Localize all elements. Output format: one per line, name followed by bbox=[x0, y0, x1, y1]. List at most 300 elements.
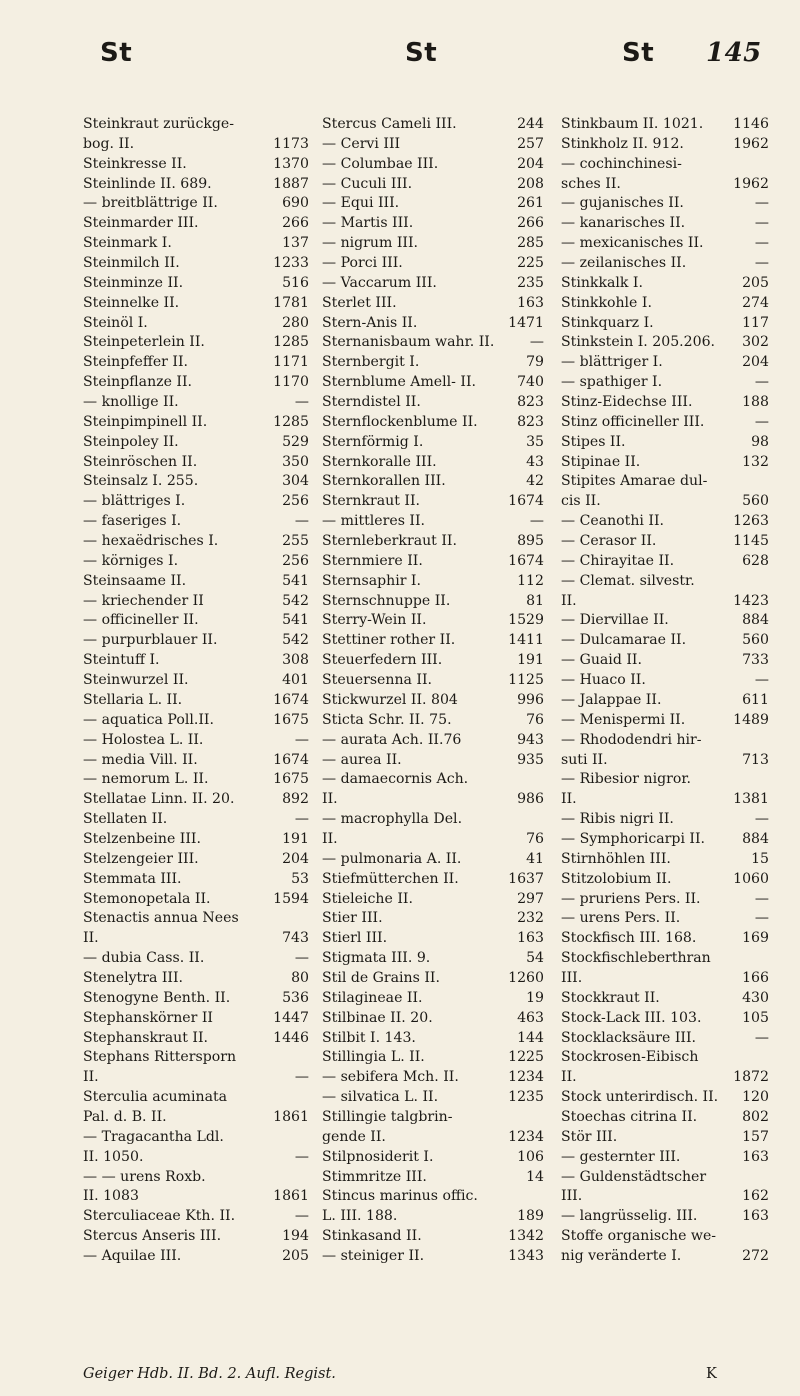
index-entry-term: — Guldenstädtscher bbox=[561, 1168, 707, 1185]
index-entry-term: — spathiger I. bbox=[561, 374, 663, 391]
index-entry bbox=[83, 631, 309, 651]
index-entry-page: 235 bbox=[517, 274, 544, 291]
index-entry bbox=[561, 274, 769, 294]
index-entry-page: 1263 bbox=[733, 513, 769, 530]
index-entry bbox=[561, 691, 769, 711]
index-entry-page: 280 bbox=[282, 314, 309, 331]
index-entry-term: Stoffe organische we- bbox=[561, 1228, 717, 1245]
index-entry-page bbox=[305, 1048, 309, 1068]
index-entry bbox=[322, 274, 544, 294]
index-entry-term: Sterry-Wein II. bbox=[322, 612, 427, 629]
index-entry-term: cis II. bbox=[561, 493, 601, 510]
index-entry-page: 76 bbox=[526, 830, 544, 847]
index-entry bbox=[83, 989, 309, 1009]
index-entry-page: 169 bbox=[742, 930, 769, 947]
index-entry bbox=[561, 929, 769, 949]
index-entry bbox=[83, 592, 309, 612]
index-entry-page: 1674 bbox=[273, 751, 309, 768]
index-entry bbox=[561, 1029, 769, 1049]
index-entry bbox=[322, 1247, 544, 1267]
index-entry bbox=[322, 810, 544, 830]
index-entry-page: 256 bbox=[282, 493, 309, 510]
index-entry bbox=[83, 1247, 309, 1267]
index-entry-term: Stipes II. bbox=[561, 433, 626, 450]
index-entry-page: 986 bbox=[517, 791, 544, 808]
index-entry bbox=[83, 890, 309, 910]
index-entry bbox=[561, 314, 769, 334]
index-entry-term: Steinpeterlein II. bbox=[83, 334, 205, 351]
index-entry bbox=[83, 969, 309, 989]
index-entry-page: 350 bbox=[282, 453, 309, 470]
index-entry bbox=[83, 1048, 309, 1068]
index-entry bbox=[83, 1168, 309, 1188]
index-entry-term: II. bbox=[322, 830, 338, 847]
index-entry-term: — Chirayitae II. bbox=[561, 552, 675, 569]
index-entry-term: — Cervi III bbox=[322, 135, 401, 152]
index-entry bbox=[83, 1108, 309, 1128]
index-entry-term: — Menispermi II. bbox=[561, 711, 686, 728]
index-entry-page: — bbox=[754, 890, 769, 907]
index-entry-page: 41 bbox=[526, 850, 544, 867]
index-entry bbox=[322, 770, 544, 790]
index-entry-term: Stoechas citrina II. bbox=[561, 1108, 698, 1125]
index-entry-term: — damaecornis Ach. bbox=[322, 771, 469, 788]
index-entry bbox=[561, 393, 769, 413]
index-entry-page: 304 bbox=[282, 473, 309, 490]
index-entry bbox=[322, 294, 544, 314]
index-entry bbox=[561, 552, 769, 572]
index-entry bbox=[322, 1168, 544, 1188]
index-entry-page: 266 bbox=[282, 215, 309, 232]
index-entry bbox=[322, 314, 544, 334]
index-entry-term: Stinz-Eidechse III. bbox=[561, 394, 693, 411]
index-entry bbox=[83, 512, 309, 532]
index-entry-page: 106 bbox=[517, 1148, 544, 1165]
index-entry-page: 1370 bbox=[273, 155, 309, 172]
index-entry-page: 53 bbox=[291, 870, 309, 887]
index-entry bbox=[561, 790, 769, 810]
index-entry bbox=[561, 850, 769, 870]
index-entry-term: Stickwurzel II. 804 bbox=[322, 691, 458, 708]
index-entry-page: 42 bbox=[526, 473, 544, 490]
index-entry bbox=[322, 989, 544, 1009]
index-entry bbox=[83, 115, 309, 135]
index-entry bbox=[83, 433, 309, 453]
index-entry-term: Sternkraut II. bbox=[322, 493, 420, 510]
index-entry-page bbox=[765, 949, 769, 969]
index-entry-term: — Jalappae II. bbox=[561, 691, 662, 708]
index-entry-page: 98 bbox=[751, 433, 769, 450]
index-entry-term: Stocklacksäure III. bbox=[561, 1029, 697, 1046]
index-entry-page bbox=[540, 1108, 544, 1128]
index-entry bbox=[83, 373, 309, 393]
index-entry-term: Sternmiere II. bbox=[322, 552, 423, 569]
index-entry-term: Sternleberkraut II. bbox=[322, 533, 457, 550]
index-entry-page: 1342 bbox=[508, 1228, 544, 1245]
index-entry-term: — knollige II. bbox=[83, 394, 179, 411]
index-entry bbox=[83, 254, 309, 274]
footer-signature: Geiger Hdb. II. Bd. 2. Aufl. Regist. bbox=[83, 1366, 336, 1382]
index-entry-page: 743 bbox=[282, 930, 309, 947]
index-entry bbox=[83, 731, 309, 751]
index-entry-page: 1446 bbox=[273, 1029, 309, 1046]
index-entry-page: 529 bbox=[282, 433, 309, 450]
index-entry bbox=[322, 1088, 544, 1108]
index-entry bbox=[322, 1187, 544, 1207]
index-entry-page: 401 bbox=[282, 672, 309, 689]
index-entry-page bbox=[305, 1088, 309, 1108]
index-entry-term: Sternbergit I. bbox=[322, 354, 420, 371]
index-entry bbox=[561, 1168, 769, 1188]
index-entry-page: 188 bbox=[742, 394, 769, 411]
index-entry-page: 1145 bbox=[733, 533, 769, 550]
index-entry-page bbox=[540, 1187, 544, 1207]
index-entry bbox=[322, 572, 544, 592]
index-entry-page: 1887 bbox=[273, 175, 309, 192]
index-entry-term: — Huaco II. bbox=[561, 672, 646, 689]
index-entry bbox=[322, 611, 544, 631]
index-entry-page: 302 bbox=[742, 334, 769, 351]
index-entry bbox=[561, 592, 769, 612]
index-entry-term: Sterndistel II. bbox=[322, 394, 421, 411]
index-entry-term: II. bbox=[561, 1069, 577, 1086]
index-entry-page bbox=[305, 909, 309, 929]
index-entry bbox=[83, 691, 309, 711]
index-entry-page bbox=[305, 115, 309, 135]
index-entry-page: — bbox=[754, 811, 769, 828]
index-entry bbox=[83, 353, 309, 373]
index-entry-term: — Martis III. bbox=[322, 215, 414, 232]
index-entry bbox=[561, 294, 769, 314]
index-entry-page: 256 bbox=[282, 552, 309, 569]
index-entry-page: 255 bbox=[282, 533, 309, 550]
index-entry-term: — Columbae III. bbox=[322, 155, 439, 172]
running-head-left: St bbox=[100, 38, 133, 68]
index-entry-term: Stinz officineller III. bbox=[561, 413, 705, 430]
index-entry-term: Stilbit I. 143. bbox=[322, 1029, 416, 1046]
index-entry-page: 117 bbox=[742, 314, 769, 331]
index-entry-term: Stör III. bbox=[561, 1128, 618, 1145]
index-entry-term: Stitzolobium II. bbox=[561, 870, 672, 887]
index-entry bbox=[561, 631, 769, 651]
index-entry-page: 157 bbox=[742, 1128, 769, 1145]
index-entry-page: 1146 bbox=[733, 116, 769, 132]
index-entry bbox=[322, 254, 544, 274]
index-entry bbox=[83, 790, 309, 810]
index-entry-term: Steinwurzel II. bbox=[83, 672, 189, 689]
index-entry bbox=[83, 909, 309, 929]
index-entry bbox=[322, 969, 544, 989]
index-entry-term: — steiniger II. bbox=[322, 1247, 425, 1264]
index-entry-term: Steinlinde II. 689. bbox=[83, 175, 212, 192]
index-entry bbox=[322, 751, 544, 771]
index-entry-page: 463 bbox=[517, 1009, 544, 1026]
index-entry bbox=[322, 592, 544, 612]
index-entry-page: 1861 bbox=[273, 1188, 309, 1205]
page-header bbox=[0, 38, 800, 78]
index-entry-term: suti II. bbox=[561, 751, 608, 768]
index-entry-page: 542 bbox=[282, 632, 309, 649]
index-entry-term: Steinminze II. bbox=[83, 274, 184, 291]
index-entry bbox=[561, 373, 769, 393]
index-entry-term: — Cerasor II. bbox=[561, 533, 657, 550]
index-entry bbox=[322, 1227, 544, 1247]
index-entry-page: 1125 bbox=[508, 672, 544, 689]
index-entry-page: 541 bbox=[282, 612, 309, 629]
index-entry-page: 1060 bbox=[733, 870, 769, 887]
index-entry bbox=[322, 453, 544, 473]
index-entry-term: Stockkraut II. bbox=[561, 989, 660, 1006]
index-entry-page: 308 bbox=[282, 652, 309, 669]
page-footer bbox=[0, 1366, 800, 1390]
index-entry-page: 536 bbox=[282, 989, 309, 1006]
index-entry-term: Stellaten II. bbox=[83, 811, 168, 828]
index-entry-term: Steinmark I. bbox=[83, 235, 172, 252]
index-entry-term: Stephans Rittersporn bbox=[83, 1049, 237, 1066]
index-entry-page: 823 bbox=[517, 413, 544, 430]
index-entry-term: Stenactis annua Nees bbox=[83, 910, 239, 927]
index-entry-term: Sternförmig I. bbox=[322, 433, 424, 450]
index-entry bbox=[561, 155, 769, 175]
index-entry-page: 611 bbox=[742, 691, 769, 708]
index-entry-term: — Symphoricarpi II. bbox=[561, 830, 706, 847]
index-entry bbox=[561, 512, 769, 532]
index-entry bbox=[561, 433, 769, 453]
index-entry bbox=[83, 413, 309, 433]
index-entry-term: Stelzenbeine III. bbox=[83, 830, 201, 847]
index-entry-page: 81 bbox=[526, 592, 544, 609]
index-entry-term: Stock unterirdisch. II. bbox=[561, 1089, 719, 1106]
index-entry-term: Stercus Anseris III. bbox=[83, 1228, 222, 1245]
index-entry-term: — blättriges I. bbox=[83, 493, 186, 510]
index-entry bbox=[561, 711, 769, 731]
index-entry-term: II. bbox=[322, 791, 338, 808]
index-entry-term: — Ceanothi II. bbox=[561, 513, 665, 530]
index-entry-term: Stiefmütterchen II. bbox=[322, 870, 459, 887]
index-entry-page: 430 bbox=[742, 989, 769, 1006]
index-entry-term: — mexicanisches II. bbox=[561, 235, 704, 252]
index-entry-page: 297 bbox=[517, 890, 544, 907]
index-entry bbox=[561, 810, 769, 830]
index-entry-page: 1489 bbox=[733, 711, 769, 728]
index-entry bbox=[561, 254, 769, 274]
index-entry-term: Steinsaame II. bbox=[83, 572, 187, 589]
index-entry bbox=[322, 175, 544, 195]
index-entry-page: — bbox=[754, 413, 769, 430]
index-entry-page: 204 bbox=[517, 155, 544, 172]
index-entry-page: — bbox=[294, 394, 309, 411]
index-entry bbox=[322, 333, 544, 353]
index-entry-page: 15 bbox=[751, 850, 769, 867]
index-entry-page bbox=[765, 1168, 769, 1188]
index-entry-term: — Cuculi III. bbox=[322, 175, 413, 192]
index-entry bbox=[561, 472, 769, 492]
index-entry-term: Steinpfeffer II. bbox=[83, 354, 189, 371]
index-entry bbox=[561, 989, 769, 1009]
index-entry bbox=[83, 393, 309, 413]
index-entry-page: 162 bbox=[742, 1188, 769, 1205]
index-entry-term: II. bbox=[561, 791, 577, 808]
index-entry-term: Steuersenna II. bbox=[322, 672, 433, 689]
index-entry-page: — bbox=[529, 513, 544, 530]
index-entry-term: Stemonopetala II. bbox=[83, 890, 211, 907]
index-entry-page: 1674 bbox=[508, 552, 544, 569]
index-column-1 bbox=[83, 115, 309, 1267]
index-entry bbox=[83, 294, 309, 314]
index-entry bbox=[561, 949, 769, 969]
index-entry bbox=[561, 532, 769, 552]
index-entry bbox=[561, 1068, 769, 1088]
index-entry-page bbox=[540, 810, 544, 830]
index-entry-page: 1170 bbox=[273, 374, 309, 391]
index-entry-term: Stillingie talgbrin- bbox=[322, 1108, 453, 1125]
index-entry-page: 244 bbox=[517, 116, 544, 132]
index-entry-page: 208 bbox=[517, 175, 544, 192]
index-entry bbox=[83, 1148, 309, 1168]
index-entry-term: Stephanskraut II. bbox=[83, 1029, 208, 1046]
index-entry-term: — urens Pers. II. bbox=[561, 910, 681, 927]
index-entry-term: Pal. d. B. II. bbox=[83, 1108, 167, 1125]
index-entry bbox=[322, 830, 544, 850]
index-entry bbox=[83, 532, 309, 552]
index-entry-term: Sticta Schr. II. 75. bbox=[322, 711, 452, 728]
index-entry-term: Stincus marinus offic. bbox=[322, 1188, 478, 1205]
index-entry-page: 163 bbox=[517, 294, 544, 311]
index-entry-term: Stilagineae II. bbox=[322, 989, 423, 1006]
index-entry-term: Sterculiaceae Kth. II. bbox=[83, 1208, 236, 1225]
index-entry-page: 54 bbox=[526, 950, 544, 967]
index-entry bbox=[322, 890, 544, 910]
index-entry-page bbox=[765, 572, 769, 592]
index-entry-page: 189 bbox=[517, 1208, 544, 1225]
index-entry bbox=[322, 651, 544, 671]
index-entry bbox=[83, 1187, 309, 1207]
index-entry-page: 163 bbox=[742, 1208, 769, 1225]
index-entry-term: Stenogyne Benth. II. bbox=[83, 989, 231, 1006]
index-entry-term: Sternkoralle III. bbox=[322, 453, 437, 470]
index-entry bbox=[83, 453, 309, 473]
index-entry-term: Stellaria L. II. bbox=[83, 691, 183, 708]
index-entry bbox=[322, 731, 544, 751]
index-entry-term: — langrüsselig. III. bbox=[561, 1208, 698, 1225]
index-entry-page: 1423 bbox=[733, 592, 769, 609]
index-entry-page: 1674 bbox=[273, 691, 309, 708]
index-entry-term: Steinsalz I. 255. bbox=[83, 473, 199, 490]
index-entry-term: Stemmata III. bbox=[83, 870, 182, 887]
index-entry-term: — Diervillae II. bbox=[561, 612, 669, 629]
page-number: 145 bbox=[706, 38, 762, 68]
index-entry-term: Stipinae II. bbox=[561, 453, 641, 470]
index-entry bbox=[322, 552, 544, 572]
index-entry-page: — bbox=[294, 1069, 309, 1086]
index-entry bbox=[83, 492, 309, 512]
index-entry bbox=[561, 175, 769, 195]
index-entry bbox=[561, 353, 769, 373]
index-entry-page: 884 bbox=[742, 830, 769, 847]
index-entry-term: — media Vill. II. bbox=[83, 751, 198, 768]
index-entry-page: 1675 bbox=[273, 711, 309, 728]
index-entry bbox=[83, 671, 309, 691]
index-entry-page: 690 bbox=[282, 195, 309, 212]
index-entry-term: — officineller II. bbox=[83, 612, 199, 629]
index-entry-term: Stinkholz II. 912. bbox=[561, 135, 684, 152]
index-entry bbox=[322, 949, 544, 969]
index-entry-term: Stier III. bbox=[322, 910, 383, 927]
index-entry bbox=[83, 611, 309, 631]
index-entry-term: Sternkorallen III. bbox=[322, 473, 446, 490]
index-entry-page: 1411 bbox=[508, 632, 544, 649]
index-entry bbox=[561, 611, 769, 631]
index-entry-term: Steuerfedern III. bbox=[322, 652, 443, 669]
index-entry bbox=[561, 194, 769, 214]
index-entry bbox=[322, 1108, 544, 1128]
index-entry bbox=[561, 214, 769, 234]
index-entry bbox=[83, 333, 309, 353]
index-entry-term: — macrophylla Del. bbox=[322, 811, 463, 828]
index-entry-page: 1861 bbox=[273, 1108, 309, 1125]
index-entry-page: 144 bbox=[517, 1029, 544, 1046]
index-entry-term: — Vaccarum III. bbox=[322, 274, 437, 291]
index-entry-page: 892 bbox=[282, 791, 309, 808]
index-entry-page: 542 bbox=[282, 592, 309, 609]
index-entry bbox=[561, 333, 769, 353]
index-entry bbox=[83, 770, 309, 790]
index-entry-page: 1962 bbox=[733, 175, 769, 192]
index-entry-term: Stockfisch III. 168. bbox=[561, 930, 697, 947]
index-entry-term: III. bbox=[561, 969, 583, 986]
index-entry-term: Stelzengeier III. bbox=[83, 850, 199, 867]
index-entry-page bbox=[305, 1128, 309, 1148]
index-entry bbox=[83, 1029, 309, 1049]
index-entry-page bbox=[765, 1048, 769, 1068]
index-entry bbox=[322, 433, 544, 453]
index-entry-term: Stilbinae II. 20. bbox=[322, 1009, 433, 1026]
index-column-2 bbox=[322, 115, 544, 1267]
index-entry-page: — bbox=[754, 374, 769, 391]
index-entry-term: — Equi III. bbox=[322, 195, 400, 212]
index-entry-page: 1962 bbox=[733, 135, 769, 152]
index-entry-term: gende II. bbox=[322, 1128, 386, 1145]
index-entry-page: 1171 bbox=[273, 354, 309, 371]
index-entry-term: sches II. bbox=[561, 175, 621, 192]
index-entry-term: Sterlet III. bbox=[322, 294, 397, 311]
index-entry bbox=[83, 1128, 309, 1148]
index-entry-page: 1260 bbox=[508, 969, 544, 986]
index-entry bbox=[322, 1029, 544, 1049]
index-entry bbox=[322, 1148, 544, 1168]
index-entry-page: 628 bbox=[742, 552, 769, 569]
index-entry-term: Stock-Lack III. 103. bbox=[561, 1009, 702, 1026]
index-entry-term: II. bbox=[561, 592, 577, 609]
index-entry-term: Sternflockenblume II. bbox=[322, 413, 478, 430]
index-entry bbox=[322, 214, 544, 234]
index-entry-term: Stirnhöhlen III. bbox=[561, 850, 671, 867]
index-entry-term: Stenelytra III. bbox=[83, 969, 184, 986]
index-entry-page: 163 bbox=[742, 1148, 769, 1165]
index-entry bbox=[561, 453, 769, 473]
index-entry-term: II. 1083 bbox=[83, 1188, 139, 1205]
index-entry bbox=[83, 1088, 309, 1108]
index-entry bbox=[561, 1247, 769, 1267]
index-entry-term: — hexaëdrisches I. bbox=[83, 533, 219, 550]
index-entry-term: Stieleiche II. bbox=[322, 890, 413, 907]
index-entry-page: 205 bbox=[282, 1247, 309, 1264]
index-entry-term: — Ribis nigri II. bbox=[561, 811, 674, 828]
index-entry-page: — bbox=[754, 195, 769, 212]
index-entry-page: 560 bbox=[742, 632, 769, 649]
index-entry bbox=[322, 532, 544, 552]
index-entry-page: 80 bbox=[291, 969, 309, 986]
